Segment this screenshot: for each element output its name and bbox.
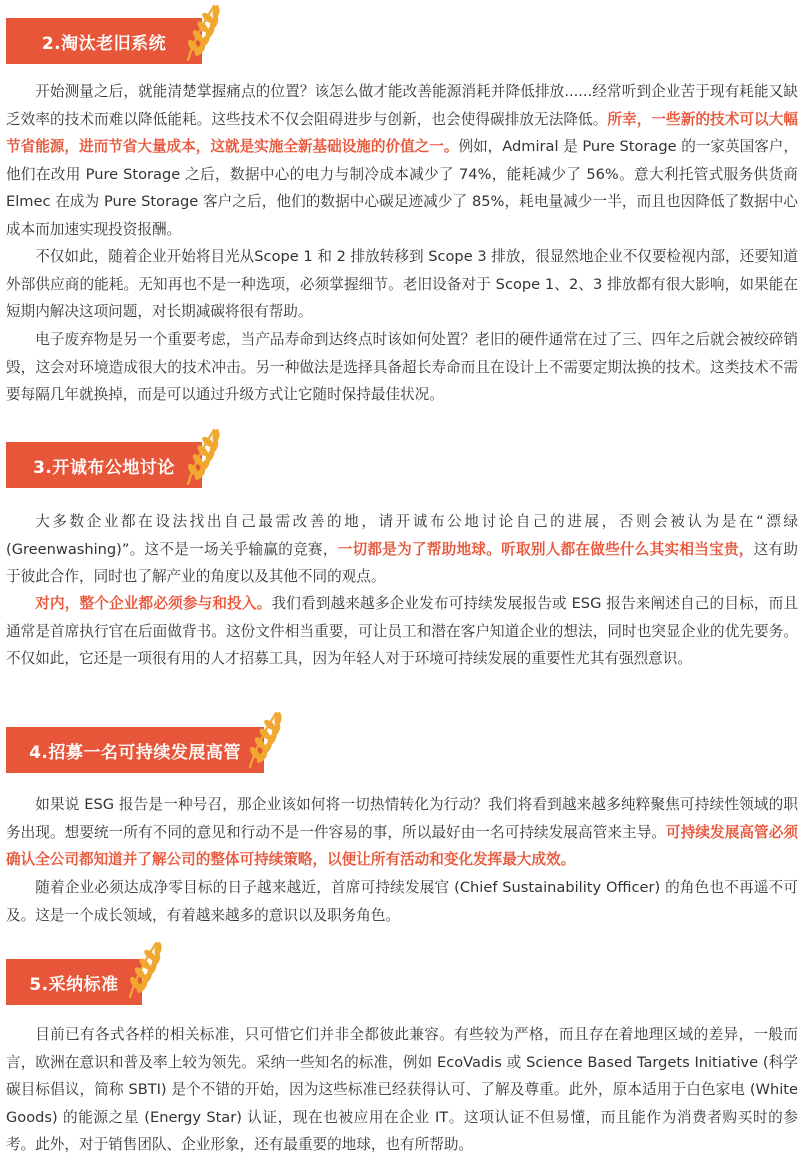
- section-heading: 3.开诚布公地讨论: [6, 442, 202, 488]
- highlight-text: 对内，整个企业都必须参与和投入。: [35, 595, 272, 612]
- section-2: [0, 0, 808, 410]
- highlight-text: 可持续发展高管必须确认全公司都知道并了解公司的整体可持续策略，以便让所有活动和变化发挥最大成效。: [6, 823, 798, 868]
- wheat-icon: [236, 707, 284, 771]
- paragraph: 如果说 ESG 报告是一种号召，那企业该如何将一切热情转化为行动？我们将看到越来越多纯粹聚焦可持续性领域的职务出现。想要统一所有不同的意见和行动不是一件容易的事，所以最好由一名可持续发展高管来主导。可持续发展高管必须确认全公司都知道并了解公司的整体可持续策略，以便让所有活动和变化发挥最大成效。: [6, 796, 798, 868]
- paragraph: 开始测量之后，就能清楚掌握痛点的位置？该怎么做才能改善能源消耗并降低排放......经常听到企业苦于现有耗能又缺乏效率的技术而难以降低能耗。这些技术不仅会阻碍进步与创新，也会使得碳排放无法降低。所幸，一些新的技术可以大幅节省能源，进而节省大量成本，这就是实施全新基础设施的价值之一。例如，Admiral 是 Pure Storage 的一家英国客户，他们在改用 Pure Storage 之后，数据中心的电力与制冷成本减少了 74%，能耗减少了 56%。意大利托管式服务供货商 Elmec 在成为 Pure Storage 客户之后，他们的数据中心碳足迹减少了 85%，耗电量减少一半，而且也因降低了数据中心成本而加速实现投资报酬。: [6, 83, 798, 238]
- wheat-icon: [174, 0, 222, 64]
- paragraph: 电子废弃物是另一个重要考虑，当产品寿命到达终点时该如何处置？老旧的硬件通常在过了三、四年之后就会被绞碎销毁，这会对环境造成很大的技术冲击。另一种做法是选择具备超长寿命而且在设计上不需要定期汰换的技术。这类技术不需要每隔几年就换掉，而是可以通过升级方式让它随时保持最佳状况。: [6, 331, 798, 403]
- paragraph: 不仅如此，随着企业开始将目光从Scope 1 和 2 排放转移到 Scope 3 排放，很显然地企业不仅要检视内部，还要知道外部供应商的能耗。无知再也不是一种选项，必须掌握细节。老旧设备对于 Scope 1、2、3 排放都有很大影响，如果能在短期内解决这项问题，对长期减碳将很有帮助。: [6, 248, 798, 320]
- wheat-icon: [174, 424, 222, 488]
- paragraph: 大多数企业都在设法找出自己最需改善的地，请开诚布公地讨论自己的进展，否则会被认为是在“漂绿 (Greenwashing)”。这不是一场关乎输赢的竞赛，一切都是为了帮助地球。听取别人都在做些什么其实相当宝贵，这有助于彼此合作，同时也了解产业的角度以及其他不同的观点。: [6, 513, 798, 585]
- section-3: [0, 420, 808, 700]
- highlight-text: 一切都是为了帮助地球。听取别人都在做些什么其实相当宝贵，: [337, 540, 754, 558]
- wheat-icon: [116, 937, 164, 1001]
- section-heading: 2.淘汰老旧系统: [6, 18, 202, 64]
- section-heading: 4.招募一名可持续发展高管: [6, 727, 264, 773]
- section-4: [0, 705, 808, 935]
- section-5: [0, 935, 808, 1161]
- paragraph: 目前已有各式各样的相关标准，只可惜它们并非全都彼此兼容。有些较为严格，而且存在着地理区域的差异，一般而言，欧洲在意识和普及率上较为领先。采纳一些知名的标准，例如 EcoVadis 或 Science Based Targets Initiative (科学碳目标倡议，简称 SBTI) 是个不错的开始，因为这些标准已经获得认可、了解及尊重。此外，原本适用于白色家电 (White Goods) 的能源之星 (Energy Star) 认证，现在也被应用在企业 IT。这项认证不但易懂，而且能作为消费者购买时的参考。此外，对于销售团队、企业形象，还有最重要的地球，也有所帮助。: [6, 1026, 798, 1153]
- section-heading: 5.采纳标准: [6, 959, 142, 1005]
- paragraph: 随着企业必须达成净零目标的日子越来越近，首席可持续发展官 (Chief Sustainability Officer) 的角色也不再遥不可及。这是一个成长领域，有着越来越多的意识以及职务角色。: [6, 879, 798, 924]
- paragraph: 对内，整个企业都必须参与和投入。我们看到越来越多企业发布可持续发展报告或 ESG 报告来阐述自己的目标，而且通常是首席执行官在后面做背书。这份文件相当重要，可让员工和潜在客户知道企业的想法，同时也突显企业的优先要务。不仅如此，它还是一项很有用的人才招募工具，因为年轻人对于环境可持续发展的重要性尤其有强烈意识。: [6, 595, 798, 667]
- highlight-text: 所幸，一些新的技术可以大幅节省能源，进而节省大量成本，这就是实施全新基础设施的价值之一。: [6, 110, 798, 155]
